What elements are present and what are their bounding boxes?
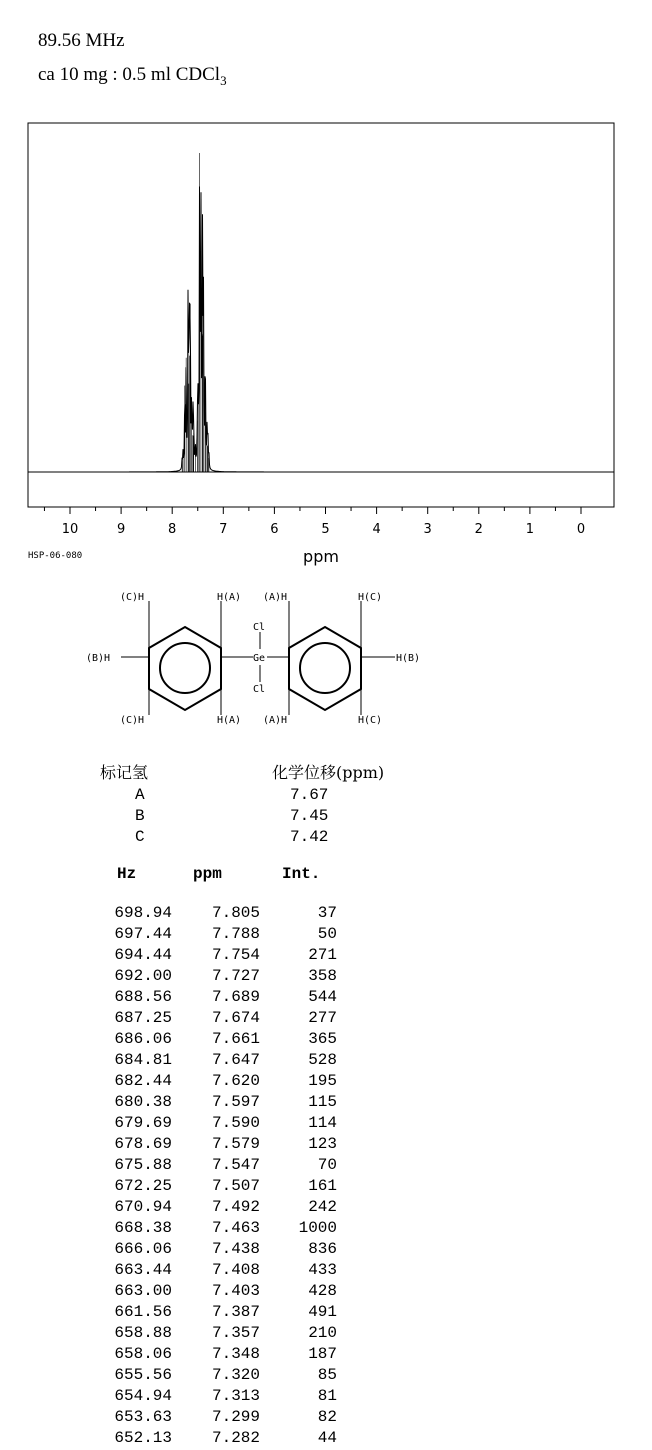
label-top-left-a: H(A) [217,592,242,603]
peak-hz: 652.13 [114,1429,172,1447]
peak-int: 271 [308,946,337,964]
label-bottom-right-a: (A)H [263,715,288,726]
peak-row [0,1282,652,1303]
peak-row [0,1030,652,1051]
peak-int: 358 [308,967,337,985]
x-tick-label: 0 [576,522,586,537]
spectrum-trace [28,187,614,473]
label-cl-bottom: Cl [253,684,266,695]
peak-int: 491 [308,1303,337,1321]
peak-int: 123 [308,1135,337,1153]
peak-int: 187 [308,1345,337,1363]
peak-hz: 698.94 [114,904,172,922]
shift-row [0,828,652,849]
shift-row [0,786,652,807]
plot-frame [28,123,614,507]
peak-int: 70 [317,1156,337,1174]
peak-hz: 658.88 [114,1324,172,1342]
peak-header-hz: Hz [117,865,137,883]
peak-hz: 653.63 [114,1408,172,1426]
peak-ppm: 7.754 [211,946,260,964]
x-tick-label: 10 [61,522,79,537]
peak-ppm: 7.590 [211,1114,260,1132]
peak-ppm: 7.547 [211,1156,260,1174]
peak-row [0,1156,652,1177]
shift-row-value: 7.42 [290,828,329,846]
peak-row [0,1387,652,1408]
peak-hz: 686.06 [114,1030,172,1048]
peak-row [0,988,652,1009]
shift-header-label: 标记氢 [100,763,149,782]
peak-ppm: 7.403 [211,1282,260,1300]
peak-row [0,1198,652,1219]
peak-hz: 684.81 [114,1051,172,1069]
peak-ppm: 7.492 [211,1198,260,1216]
peak-hz: 694.44 [114,946,172,964]
x-tick-label: 3 [423,522,432,537]
peak-ppm: 7.357 [211,1324,260,1342]
peak-row [0,1240,652,1261]
peak-hz: 663.44 [114,1261,172,1279]
left-ring-circle [160,643,210,693]
peak-header-int: Int. [282,865,321,883]
x-axis-ticks [44,507,585,537]
peak-ppm: 7.788 [211,925,260,943]
peak-hz: 682.44 [114,1072,172,1090]
peak-hz: 661.56 [114,1303,172,1321]
peak-row [0,925,652,946]
peak-int: 210 [308,1324,337,1342]
shift-row-label: C [135,828,145,846]
label-left-b: (B)H [86,653,111,664]
peak-hz: 668.38 [114,1219,172,1237]
peak-hz: 654.94 [114,1387,172,1405]
peak-hz: 680.38 [114,1093,172,1111]
label-cl-top: Cl [253,622,266,633]
peak-row [0,1429,652,1450]
x-tick-label: 2 [474,522,483,537]
sample-text: ca 10 mg : 0.5 ml CDCl [38,64,221,85]
label-right-b: H(B) [396,653,421,664]
peak-hz: 679.69 [114,1114,172,1132]
peak-int: 50 [317,925,337,943]
peak-ppm: 7.348 [211,1345,260,1363]
peak-ppm: 7.320 [211,1366,260,1384]
peak-int: 428 [308,1282,337,1300]
peak-row [0,967,652,988]
frequency-label: 89.56 MHz [38,30,125,51]
peak-ppm: 7.689 [211,988,260,1006]
label-bottom-left-a: H(A) [217,715,242,726]
peak-int: 85 [317,1366,337,1384]
peak-hz: 655.56 [114,1366,172,1384]
peak-ppm: 7.727 [211,967,260,985]
label-center-ge: Ge [253,653,266,664]
peak-hz: 692.00 [114,967,172,985]
shift-row [0,807,652,828]
shift-row-label: B [135,807,145,825]
peak-hz: 697.44 [114,925,172,943]
peak-ppm: 7.282 [211,1429,260,1447]
peak-int: 37 [317,904,337,922]
peak-row [0,1114,652,1135]
peak-row [0,1177,652,1198]
peak-int: 44 [317,1429,337,1447]
label-top-right-a: (A)H [263,592,288,603]
peak-int: 115 [308,1093,337,1111]
peak-row [0,1261,652,1282]
nmr-spectrum-chart [0,0,652,580]
peak-int: 81 [317,1387,337,1405]
peak-int: 528 [308,1051,337,1069]
x-tick-label: 6 [270,522,279,537]
peak-ppm: 7.299 [211,1408,260,1426]
peak-ppm: 7.661 [211,1030,260,1048]
peak-ppm: 7.597 [211,1093,260,1111]
peak-int: 544 [308,988,337,1006]
x-tick-label: 1 [525,522,535,537]
peak-hz: 663.00 [114,1282,172,1300]
peak-hz: 678.69 [114,1135,172,1153]
peak-hz: 675.88 [114,1156,172,1174]
peak-ppm: 7.438 [211,1240,260,1258]
peak-ppm: 7.387 [211,1303,260,1321]
peak-ppm: 7.579 [211,1135,260,1153]
peak-ppm: 7.313 [211,1387,260,1405]
sample-subscript: 3 [220,72,227,88]
shift-header-shift: 化学位移(ppm) [272,763,385,782]
peak-hz: 670.94 [114,1198,172,1216]
right-ring-circle [300,643,350,693]
peak-row [0,1303,652,1324]
peak-ppm: 7.805 [211,904,260,922]
label-bottom-right-c: H(C) [358,715,383,726]
peak-row [0,1093,652,1114]
peak-hz: 666.06 [114,1240,172,1258]
peak-row [0,1135,652,1156]
peak-int: 1000 [298,1219,337,1237]
peak-row [0,1408,652,1429]
peak-row [0,1324,652,1345]
peak-row [0,1219,652,1240]
peak-row [0,904,652,925]
peak-int: 195 [308,1072,337,1090]
x-tick-label: 5 [321,522,330,537]
peak-hz: 688.56 [114,988,172,1006]
x-tick-label: 7 [219,522,228,537]
peak-ppm: 7.620 [211,1072,260,1090]
x-tick-label: 9 [116,522,126,537]
peak-int: 433 [308,1261,337,1279]
shift-row-label: A [135,786,145,804]
peak-row [0,1009,652,1030]
peak-ppm: 7.507 [211,1177,260,1195]
peak-group [28,153,614,472]
peak-int: 242 [308,1198,337,1216]
x-axis-label: ppm [303,547,339,566]
peak-ppm: 7.408 [211,1261,260,1279]
peak-ppm: 7.674 [211,1009,260,1027]
peak-int: 161 [308,1177,337,1195]
peak-int: 114 [308,1114,337,1132]
peak-ppm: 7.647 [211,1051,260,1069]
peak-hz: 658.06 [114,1345,172,1363]
peak-hz: 687.25 [114,1009,172,1027]
peak-row [0,946,652,967]
peak-int: 82 [317,1408,337,1426]
molecule-structure [0,585,652,735]
shift-row-value: 7.45 [290,807,329,825]
label-bottom-left-c: (C)H [120,715,145,726]
peak-row [0,1072,652,1093]
peak-int: 365 [308,1030,337,1048]
shift-row-value: 7.67 [290,786,329,804]
peak-hz: 672.25 [114,1177,172,1195]
peak-row [0,1051,652,1072]
reference-code: HSP-06-080 [28,551,83,561]
x-tick-label: 8 [168,522,177,537]
label-top-left-c: (C)H [120,592,145,603]
peak-int: 836 [308,1240,337,1258]
peak-int: 277 [308,1009,337,1027]
label-top-right-c: H(C) [358,592,383,603]
peak-row [0,1366,652,1387]
peak-header-ppm: ppm [193,865,222,883]
peak-row [0,1345,652,1366]
x-tick-label: 4 [372,522,381,537]
peak-ppm: 7.463 [211,1219,260,1237]
